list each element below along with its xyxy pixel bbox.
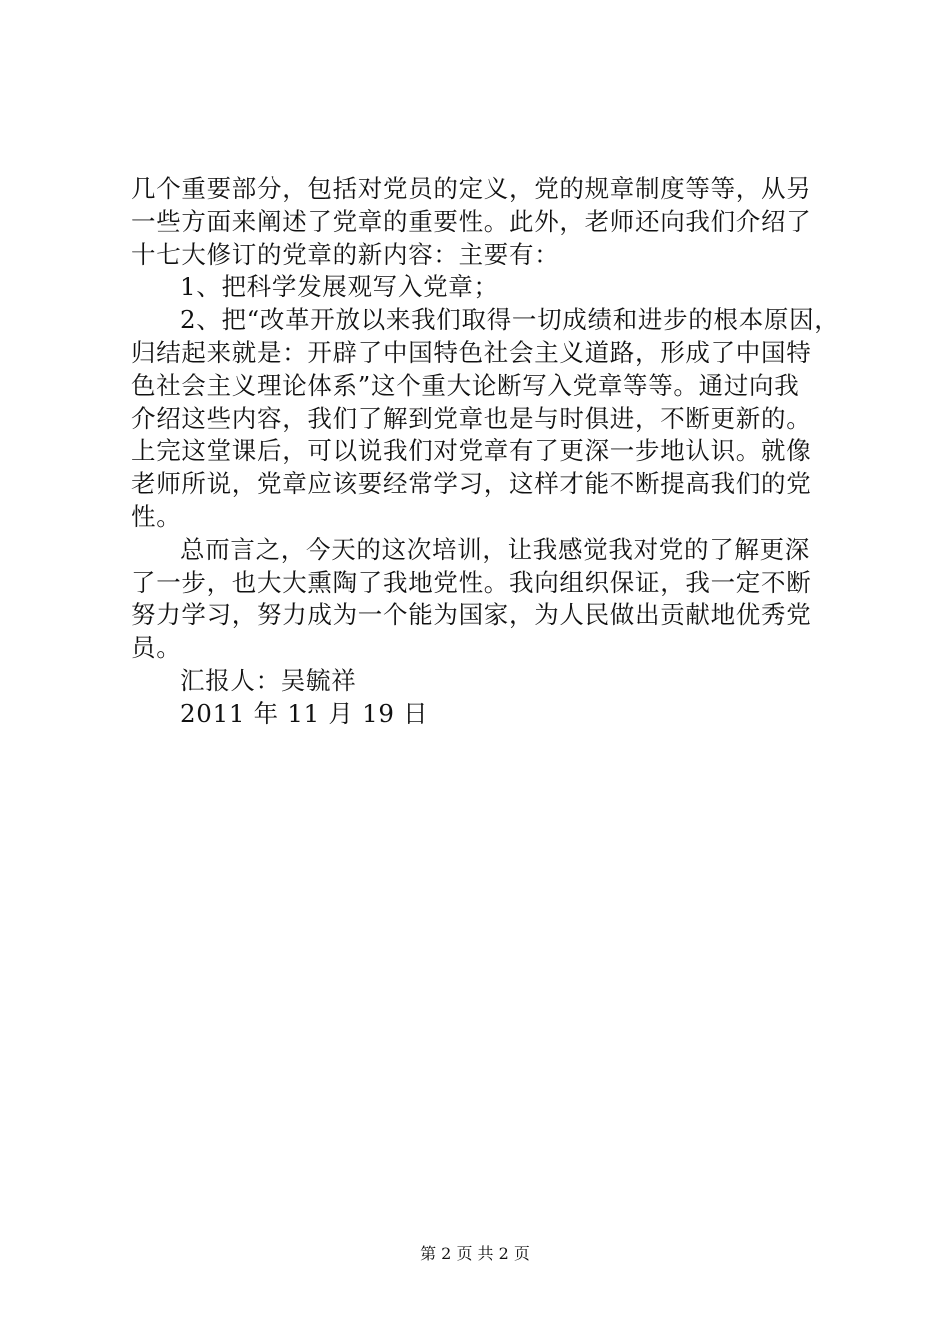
report-date: 2011 年 11 月 19 日 <box>180 698 429 728</box>
text-line: 几个重要部分，包括对党员的定义，党的规章制度等等，从另 <box>131 174 812 203</box>
text-line: 员。 <box>131 633 182 663</box>
text-line: 性。 <box>131 501 182 531</box>
reporter-signature: 汇报人：吴毓祥 <box>180 665 357 695</box>
list-item-1: 1、把科学发展观写入党章； <box>180 272 499 302</box>
text-line: 老师所说，党章应该要经常学习，这样才能不断提高我们的党 <box>131 469 812 499</box>
text-line: 十七大修订的党章的新内容：主要有： <box>131 239 560 269</box>
text-line: 色社会主义理论体系”这个重大论断写入党章等等。通过向我 <box>131 370 800 400</box>
document-body <box>131 173 843 731</box>
text-line: 了一步，也大大熏陶了我地党性。我向组织保证，我一定不断 <box>131 567 812 597</box>
conclusion-paragraph-start: 总而言之，今天的这次培训，让我感觉我对党的了解更深 <box>180 534 810 564</box>
list-item-2: 2、把“改革开放以来我们取得一切成绩和进步的根本原因， <box>180 305 840 335</box>
text-line: 上完这堂课后，可以说我们对党章有了更深一步地认识。就像 <box>131 436 812 466</box>
text-line: 归结起来就是：开辟了中国特色社会主义道路，形成了中国特 <box>131 337 812 367</box>
text-line: 一些方面来阐述了党章的重要性。此外，老师还向我们介绍了 <box>131 206 812 236</box>
text-line: 介绍这些内容，我们了解到党章也是与时俱进，不断更新的。 <box>131 403 812 433</box>
page-footer: 第 2 页 共 2 页 <box>420 1244 530 1263</box>
text-line: 努力学习，努力成为一个能为国家，为人民做出贡献地优秀党 <box>131 600 812 630</box>
